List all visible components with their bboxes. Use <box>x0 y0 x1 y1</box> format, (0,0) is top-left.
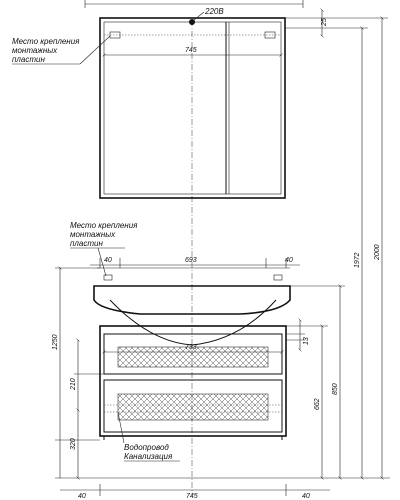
vanity-mount-label-line1: Место крепления <box>70 221 138 230</box>
height-850: 850 <box>332 383 339 395</box>
mirror-cabinet <box>100 18 285 198</box>
cabinet-outline <box>100 18 285 198</box>
cabinet-mount-label-line2: монтажных <box>12 46 58 55</box>
vanity-mount-label <box>70 221 140 248</box>
plumbing-label-line2: Канализация <box>124 452 173 461</box>
plumbing-label <box>124 443 173 461</box>
drawer-width: 733 <box>185 344 197 351</box>
cabinet-top-offset: 25 <box>321 18 328 26</box>
vanity-right-margin: 40 <box>285 257 293 264</box>
vanity-mount-label-line3: пластин <box>70 239 103 248</box>
total-height-1250: 1250 <box>52 334 59 350</box>
bottom-left-dim: 40 <box>78 493 86 500</box>
height-1972: 1972 <box>354 252 361 268</box>
height-2000: 2000 <box>374 244 381 260</box>
plumbing-label-line1: Водопровод <box>124 443 169 452</box>
vanity-mount-label-line2: монтажных <box>70 230 116 239</box>
cabinet-mount-label <box>12 37 82 64</box>
bottom-height-320: 320 <box>70 438 77 450</box>
power-label: 220В <box>205 7 224 16</box>
bottom-width-dim: 745 <box>186 493 198 500</box>
vanity-mount-plate-right <box>274 275 282 280</box>
cabinet-mount-label-line3: пластин <box>12 55 45 64</box>
vanity-mount-plate-left <box>104 275 112 280</box>
cabinet-mount-label-line1: Место крепления <box>12 37 80 46</box>
vanity-unit <box>94 268 290 440</box>
sink-basin <box>110 300 276 345</box>
cabinet-mount-leader <box>80 36 110 64</box>
vanity-left-margin: 40 <box>104 257 112 264</box>
drawer-bottom-pattern <box>118 394 268 420</box>
drawer-height-210: 210 <box>70 378 77 390</box>
drawer-gap: 13 <box>303 337 310 345</box>
height-662: 662 <box>314 398 321 410</box>
bottom-right-dim: 40 <box>302 493 310 500</box>
cabinet-width: 745 <box>185 47 197 54</box>
vanity-inner-width: 693 <box>185 257 197 264</box>
